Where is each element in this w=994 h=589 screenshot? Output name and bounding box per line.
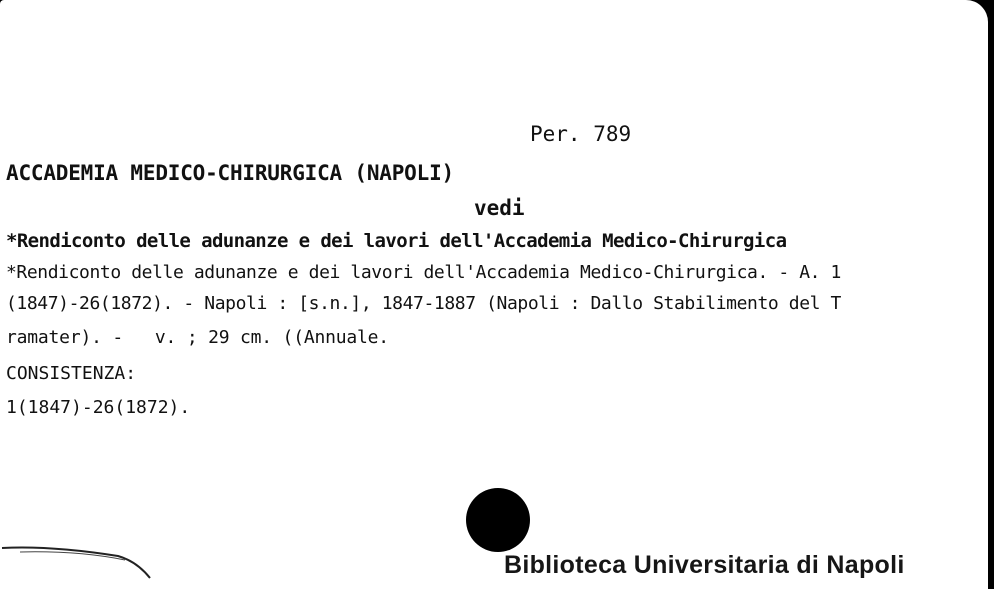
see-label: vedi <box>474 196 525 220</box>
description-line-1: *Rendiconto delle adunanze e dei lavori dell'Accademia Medico-Chirurgica. - A. 1 <box>6 262 841 283</box>
shelfmark: Per. 789 <box>530 122 632 146</box>
description-line-2: (1847)-26(1872). - Napoli : [s.n.], 1847-1887 (Napoli : Dallo Stabilimento del T <box>6 293 841 314</box>
description-line-3: ramater). - v. ; 29 cm. ((Annuale. <box>6 327 389 348</box>
library-stamp: Biblioteca Universitaria di Napoli <box>504 551 905 579</box>
pen-scratch-mark <box>0 540 160 580</box>
main-heading: ACCADEMIA MEDICO-CHIRURGICA (NAPOLI) <box>6 161 454 185</box>
see-reference-title: *Rendiconto delle adunanze e dei lavori dell'Accademia Medico-Chirurgica <box>6 230 787 252</box>
holdings-label: CONSISTENZA: <box>6 363 137 384</box>
holdings-value: 1(1847)-26(1872). <box>6 397 191 418</box>
punch-hole <box>466 488 530 552</box>
